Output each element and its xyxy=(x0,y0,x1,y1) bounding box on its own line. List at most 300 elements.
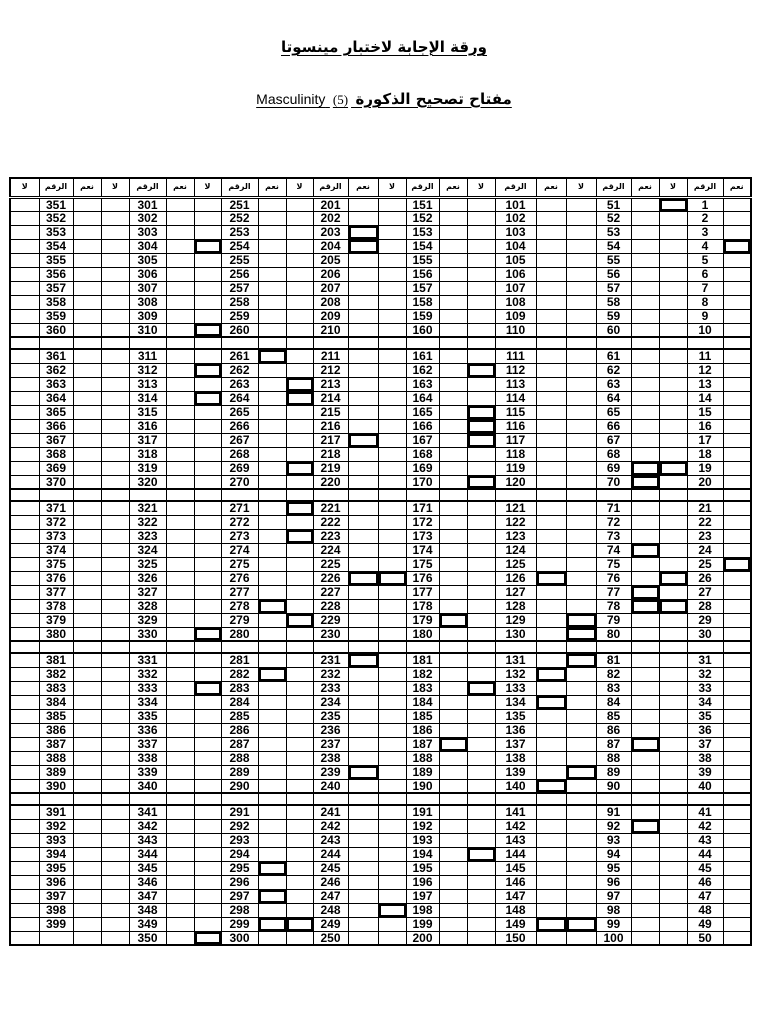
item-number-cell: 169 xyxy=(406,461,439,475)
answer-no-cell xyxy=(101,377,129,391)
table-row xyxy=(10,875,751,889)
item-number-cell: 241 xyxy=(313,805,348,819)
item-number-cell: 155 xyxy=(406,253,439,267)
table-row xyxy=(10,211,751,225)
answer-yes-cell xyxy=(723,543,751,557)
answer-no-cell xyxy=(659,295,687,309)
answer-yes-cell xyxy=(723,309,751,323)
item-number-cell: 255 xyxy=(221,253,258,267)
scored-no-box xyxy=(378,571,406,585)
item-number-cell: 387 xyxy=(39,737,73,751)
answer-yes-cell xyxy=(258,391,286,405)
answer-yes-cell xyxy=(348,529,378,543)
answer-yes-cell xyxy=(166,709,194,723)
answer-yes-cell xyxy=(348,931,378,945)
item-number-cell: 71 xyxy=(596,501,631,515)
answer-yes-cell xyxy=(631,889,659,903)
answer-yes-cell xyxy=(439,875,467,889)
answer-no-cell xyxy=(566,681,596,695)
answer-no-cell xyxy=(378,501,406,515)
answer-no-cell xyxy=(194,281,221,295)
table-row xyxy=(10,889,751,903)
answer-no-cell xyxy=(101,543,129,557)
item-number-cell: 262 xyxy=(221,363,258,377)
item-number-cell: 102 xyxy=(495,211,536,225)
answer-yes-cell xyxy=(258,281,286,295)
answer-no-cell xyxy=(659,529,687,543)
divider-cell xyxy=(659,641,687,653)
scale-name-english: Masculinity xyxy=(256,91,326,107)
divider-cell xyxy=(221,337,258,349)
answer-yes-cell xyxy=(723,709,751,723)
answer-yes-cell xyxy=(348,833,378,847)
item-number-cell: 364 xyxy=(39,391,73,405)
answer-no-cell xyxy=(378,543,406,557)
answer-yes-cell xyxy=(73,529,101,543)
item-number-cell: 51 xyxy=(596,197,631,211)
section-divider xyxy=(10,489,751,501)
answer-no-cell xyxy=(10,211,39,225)
answer-yes-cell xyxy=(73,323,101,337)
table-row xyxy=(10,653,751,667)
answer-yes-cell xyxy=(536,461,566,475)
answer-no-cell xyxy=(286,723,313,737)
scored-yes-box xyxy=(258,349,286,363)
answer-yes-cell xyxy=(439,211,467,225)
answer-yes-cell xyxy=(166,779,194,793)
item-number-cell: 196 xyxy=(406,875,439,889)
page-title xyxy=(0,37,768,57)
item-number-cell: 363 xyxy=(39,377,73,391)
item-number-cell: 272 xyxy=(221,515,258,529)
item-number-cell: 137 xyxy=(495,737,536,751)
answer-yes-cell xyxy=(439,833,467,847)
scored-yes-box xyxy=(723,239,751,253)
answer-yes-cell xyxy=(348,599,378,613)
scored-yes-box xyxy=(631,737,659,751)
answer-no-cell xyxy=(566,225,596,239)
answer-yes-cell xyxy=(631,281,659,295)
scored-yes-box xyxy=(631,461,659,475)
answer-yes-cell xyxy=(439,751,467,765)
answer-no-cell xyxy=(659,709,687,723)
table-row xyxy=(10,557,751,571)
item-number-cell: 360 xyxy=(39,323,73,337)
answer-no-cell xyxy=(467,295,495,309)
answer-no-cell xyxy=(378,475,406,489)
answer-yes-cell xyxy=(439,667,467,681)
answer-no-cell xyxy=(286,253,313,267)
answer-yes-cell xyxy=(723,695,751,709)
item-number-cell: 189 xyxy=(406,765,439,779)
scored-yes-box xyxy=(258,917,286,931)
item-number-cell: 32 xyxy=(687,667,723,681)
answer-yes-cell xyxy=(348,709,378,723)
answer-yes-cell xyxy=(631,833,659,847)
answer-yes-cell xyxy=(631,903,659,917)
answer-no-cell xyxy=(101,875,129,889)
answer-no-cell xyxy=(286,309,313,323)
item-number-cell: 290 xyxy=(221,779,258,793)
answer-yes-cell xyxy=(723,281,751,295)
answer-no-cell xyxy=(286,709,313,723)
item-number-cell: 180 xyxy=(406,627,439,641)
answer-no-cell xyxy=(10,653,39,667)
answer-yes-cell xyxy=(258,239,286,253)
answer-yes-cell xyxy=(258,653,286,667)
answer-no-cell xyxy=(286,765,313,779)
divider-cell xyxy=(378,337,406,349)
divider-cell xyxy=(286,793,313,805)
item-number-cell: 198 xyxy=(406,903,439,917)
divider-cell xyxy=(39,641,73,653)
answer-yes-cell xyxy=(439,709,467,723)
answer-no-cell xyxy=(467,709,495,723)
item-number-cell: 133 xyxy=(495,681,536,695)
answer-yes-cell xyxy=(439,723,467,737)
scored-yes-box xyxy=(536,571,566,585)
answer-yes-cell xyxy=(348,447,378,461)
item-number-cell: 316 xyxy=(129,419,166,433)
item-number-cell: 304 xyxy=(129,239,166,253)
item-number-cell: 55 xyxy=(596,253,631,267)
page-title-text: ورقة الإجابة لاختبار مينسوتا xyxy=(281,38,487,56)
item-number-cell: 391 xyxy=(39,805,73,819)
answer-no-cell xyxy=(566,323,596,337)
answer-no-cell xyxy=(286,585,313,599)
item-number-cell: 395 xyxy=(39,861,73,875)
item-number-cell: 14 xyxy=(687,391,723,405)
answer-yes-cell xyxy=(166,667,194,681)
item-number-cell: 267 xyxy=(221,433,258,447)
scored-no-box xyxy=(566,613,596,627)
answer-yes-cell xyxy=(439,419,467,433)
answer-no-cell xyxy=(378,613,406,627)
answer-no-cell xyxy=(467,323,495,337)
answer-yes-cell xyxy=(723,253,751,267)
answer-no-cell xyxy=(378,709,406,723)
item-number-cell: 322 xyxy=(129,515,166,529)
divider-cell xyxy=(723,793,751,805)
answer-no-cell xyxy=(286,695,313,709)
item-number-cell: 125 xyxy=(495,557,536,571)
scored-yes-box xyxy=(258,861,286,875)
answer-no-cell xyxy=(10,197,39,211)
item-number-cell: 366 xyxy=(39,419,73,433)
answer-no-cell xyxy=(566,309,596,323)
answer-yes-cell xyxy=(73,861,101,875)
answer-yes-cell xyxy=(166,861,194,875)
item-number-cell: 108 xyxy=(495,295,536,309)
item-number-cell: 227 xyxy=(313,585,348,599)
table-row xyxy=(10,267,751,281)
table-row xyxy=(10,391,751,405)
item-number-cell: 151 xyxy=(406,197,439,211)
item-number-cell: 319 xyxy=(129,461,166,475)
divider-cell xyxy=(495,641,536,653)
answer-no-cell xyxy=(467,931,495,945)
divider-cell xyxy=(73,337,101,349)
answer-yes-cell xyxy=(439,847,467,861)
answer-no-cell xyxy=(659,667,687,681)
item-number-cell: 235 xyxy=(313,709,348,723)
answer-no-cell xyxy=(467,779,495,793)
answer-no-cell xyxy=(378,819,406,833)
answer-no-cell xyxy=(467,861,495,875)
scored-no-box xyxy=(286,529,313,543)
item-number-cell: 29 xyxy=(687,613,723,627)
item-number-cell: 349 xyxy=(129,917,166,931)
item-number-cell: 124 xyxy=(495,543,536,557)
answer-no-cell xyxy=(378,861,406,875)
item-number-cell: 256 xyxy=(221,267,258,281)
answer-no-cell xyxy=(101,419,129,433)
item-number-cell: 372 xyxy=(39,515,73,529)
answer-yes-cell xyxy=(166,613,194,627)
answer-no-cell xyxy=(378,847,406,861)
item-number-cell: 218 xyxy=(313,447,348,461)
item-number-cell: 230 xyxy=(313,627,348,641)
answer-yes-cell xyxy=(439,585,467,599)
item-number-cell: 354 xyxy=(39,239,73,253)
answer-yes-cell xyxy=(73,667,101,681)
item-number-cell: 23 xyxy=(687,529,723,543)
item-number-cell: 357 xyxy=(39,281,73,295)
item-number-cell: 161 xyxy=(406,349,439,363)
answer-no-cell xyxy=(10,253,39,267)
answer-no-cell xyxy=(10,515,39,529)
answer-yes-cell xyxy=(258,627,286,641)
divider-cell xyxy=(73,641,101,653)
answer-no-cell xyxy=(378,447,406,461)
answer-no-cell xyxy=(467,281,495,295)
table-row xyxy=(10,819,751,833)
answer-yes-cell xyxy=(73,847,101,861)
divider-cell xyxy=(73,489,101,501)
answer-yes-cell xyxy=(536,599,566,613)
item-number-cell: 72 xyxy=(596,515,631,529)
answer-no-cell xyxy=(194,667,221,681)
item-number-cell: 381 xyxy=(39,653,73,667)
header-item-number: الرقم xyxy=(687,178,723,197)
divider-cell xyxy=(596,641,631,653)
answer-yes-cell xyxy=(723,805,751,819)
item-number-cell: 249 xyxy=(313,917,348,931)
item-number-cell: 211 xyxy=(313,349,348,363)
answer-no-cell xyxy=(566,501,596,515)
divider-cell xyxy=(101,641,129,653)
answer-no-cell xyxy=(286,875,313,889)
item-number-cell: 313 xyxy=(129,377,166,391)
answer-no-cell xyxy=(194,447,221,461)
answer-yes-cell xyxy=(536,751,566,765)
answer-yes-cell xyxy=(631,751,659,765)
item-number-cell: 351 xyxy=(39,197,73,211)
answer-yes-cell xyxy=(723,931,751,945)
item-number-cell: 263 xyxy=(221,377,258,391)
answer-yes-cell xyxy=(258,419,286,433)
answer-yes-cell xyxy=(348,613,378,627)
item-number-cell: 323 xyxy=(129,529,166,543)
answer-yes-cell xyxy=(166,765,194,779)
table-row xyxy=(10,295,751,309)
answer-no-cell xyxy=(286,447,313,461)
header-item-number: الرقم xyxy=(313,178,348,197)
item-number-cell: 115 xyxy=(495,405,536,419)
item-number-cell: 341 xyxy=(129,805,166,819)
table-row xyxy=(10,585,751,599)
answer-no-cell xyxy=(566,405,596,419)
scored-no-box xyxy=(467,681,495,695)
item-number-cell: 276 xyxy=(221,571,258,585)
answer-yes-cell xyxy=(536,765,566,779)
answer-no-cell xyxy=(659,309,687,323)
answer-no-cell xyxy=(101,309,129,323)
answer-yes-cell xyxy=(73,681,101,695)
answer-yes-cell xyxy=(348,557,378,571)
answer-yes-cell xyxy=(631,765,659,779)
answer-no-cell xyxy=(566,349,596,363)
answer-yes-cell xyxy=(723,779,751,793)
answer-no-cell xyxy=(566,475,596,489)
item-number-cell: 212 xyxy=(313,363,348,377)
answer-yes-cell xyxy=(258,529,286,543)
answer-yes-cell xyxy=(536,931,566,945)
answer-no-cell xyxy=(286,903,313,917)
item-number-cell: 305 xyxy=(129,253,166,267)
table-row xyxy=(10,323,751,337)
answer-yes-cell xyxy=(73,875,101,889)
item-number-cell: 301 xyxy=(129,197,166,211)
answer-no-cell xyxy=(194,709,221,723)
divider-cell xyxy=(258,793,286,805)
item-number-cell: 342 xyxy=(129,819,166,833)
item-number-cell: 159 xyxy=(406,309,439,323)
divider-cell xyxy=(406,337,439,349)
answer-no-cell xyxy=(10,779,39,793)
answer-no-cell xyxy=(10,847,39,861)
item-number-cell: 370 xyxy=(39,475,73,489)
item-number-cell: 286 xyxy=(221,723,258,737)
answer-no-cell xyxy=(10,281,39,295)
item-number-cell: 171 xyxy=(406,501,439,515)
answer-yes-cell xyxy=(723,419,751,433)
answer-yes-cell xyxy=(439,557,467,571)
item-number-cell: 216 xyxy=(313,419,348,433)
answer-yes-cell xyxy=(348,889,378,903)
header-item-number: الرقم xyxy=(495,178,536,197)
answer-yes-cell xyxy=(723,197,751,211)
divider-cell xyxy=(378,489,406,501)
answer-no-cell xyxy=(566,751,596,765)
item-number-cell: 226 xyxy=(313,571,348,585)
divider-cell xyxy=(348,489,378,501)
answer-no-cell xyxy=(10,833,39,847)
item-number-cell: 247 xyxy=(313,889,348,903)
answer-no-cell xyxy=(10,349,39,363)
scored-no-box xyxy=(566,627,596,641)
answer-no-cell xyxy=(286,515,313,529)
divider-cell xyxy=(631,793,659,805)
answer-no-cell xyxy=(467,515,495,529)
answer-no-cell xyxy=(10,239,39,253)
answer-yes-cell xyxy=(439,653,467,667)
answer-yes-cell xyxy=(166,681,194,695)
item-number-cell: 308 xyxy=(129,295,166,309)
answer-no-cell xyxy=(378,779,406,793)
item-number-cell: 96 xyxy=(596,875,631,889)
item-number-cell: 130 xyxy=(495,627,536,641)
item-number-cell: 123 xyxy=(495,529,536,543)
item-number-cell: 385 xyxy=(39,709,73,723)
answer-yes-cell xyxy=(166,309,194,323)
answer-no-cell xyxy=(566,667,596,681)
divider-cell xyxy=(286,489,313,501)
answer-yes-cell xyxy=(348,253,378,267)
item-number-cell: 12 xyxy=(687,363,723,377)
answer-yes-cell xyxy=(536,433,566,447)
answer-no-cell xyxy=(467,917,495,931)
answer-no-cell xyxy=(378,751,406,765)
item-number-cell: 186 xyxy=(406,723,439,737)
answer-no-cell xyxy=(566,805,596,819)
answer-no-cell xyxy=(378,309,406,323)
answer-no-cell xyxy=(659,557,687,571)
answer-yes-cell xyxy=(258,931,286,945)
item-number-cell: 103 xyxy=(495,225,536,239)
answer-yes-cell xyxy=(723,295,751,309)
item-number-cell: 187 xyxy=(406,737,439,751)
item-number-cell: 31 xyxy=(687,653,723,667)
answer-no-cell xyxy=(10,585,39,599)
answer-yes-cell xyxy=(631,667,659,681)
answer-no-cell xyxy=(194,461,221,475)
answer-no-cell xyxy=(659,931,687,945)
answer-yes-cell xyxy=(73,737,101,751)
answer-no-cell xyxy=(659,613,687,627)
divider-cell xyxy=(406,641,439,653)
item-number-cell: 274 xyxy=(221,543,258,557)
answer-yes-cell xyxy=(631,613,659,627)
answer-yes-cell xyxy=(536,543,566,557)
item-number-cell: 94 xyxy=(596,847,631,861)
item-number-cell: 307 xyxy=(129,281,166,295)
divider-cell xyxy=(348,337,378,349)
answer-yes-cell xyxy=(73,391,101,405)
answer-no-cell xyxy=(467,571,495,585)
answer-yes-cell xyxy=(631,805,659,819)
item-number-cell: 294 xyxy=(221,847,258,861)
answer-yes-cell xyxy=(439,475,467,489)
answer-yes-cell xyxy=(73,501,101,515)
divider-cell xyxy=(536,641,566,653)
answer-no-cell xyxy=(467,349,495,363)
answer-yes-cell xyxy=(631,529,659,543)
answer-yes-cell xyxy=(348,917,378,931)
item-number-cell: 85 xyxy=(596,709,631,723)
divider-cell xyxy=(439,793,467,805)
item-number-cell: 224 xyxy=(313,543,348,557)
answer-yes-cell xyxy=(166,903,194,917)
answer-yes-cell xyxy=(723,585,751,599)
table-row xyxy=(10,723,751,737)
scored-no-box xyxy=(659,599,687,613)
item-number-cell: 69 xyxy=(596,461,631,475)
answer-no-cell xyxy=(659,723,687,737)
answer-yes-cell xyxy=(348,667,378,681)
answer-no-cell xyxy=(101,681,129,695)
table-row xyxy=(10,253,751,267)
